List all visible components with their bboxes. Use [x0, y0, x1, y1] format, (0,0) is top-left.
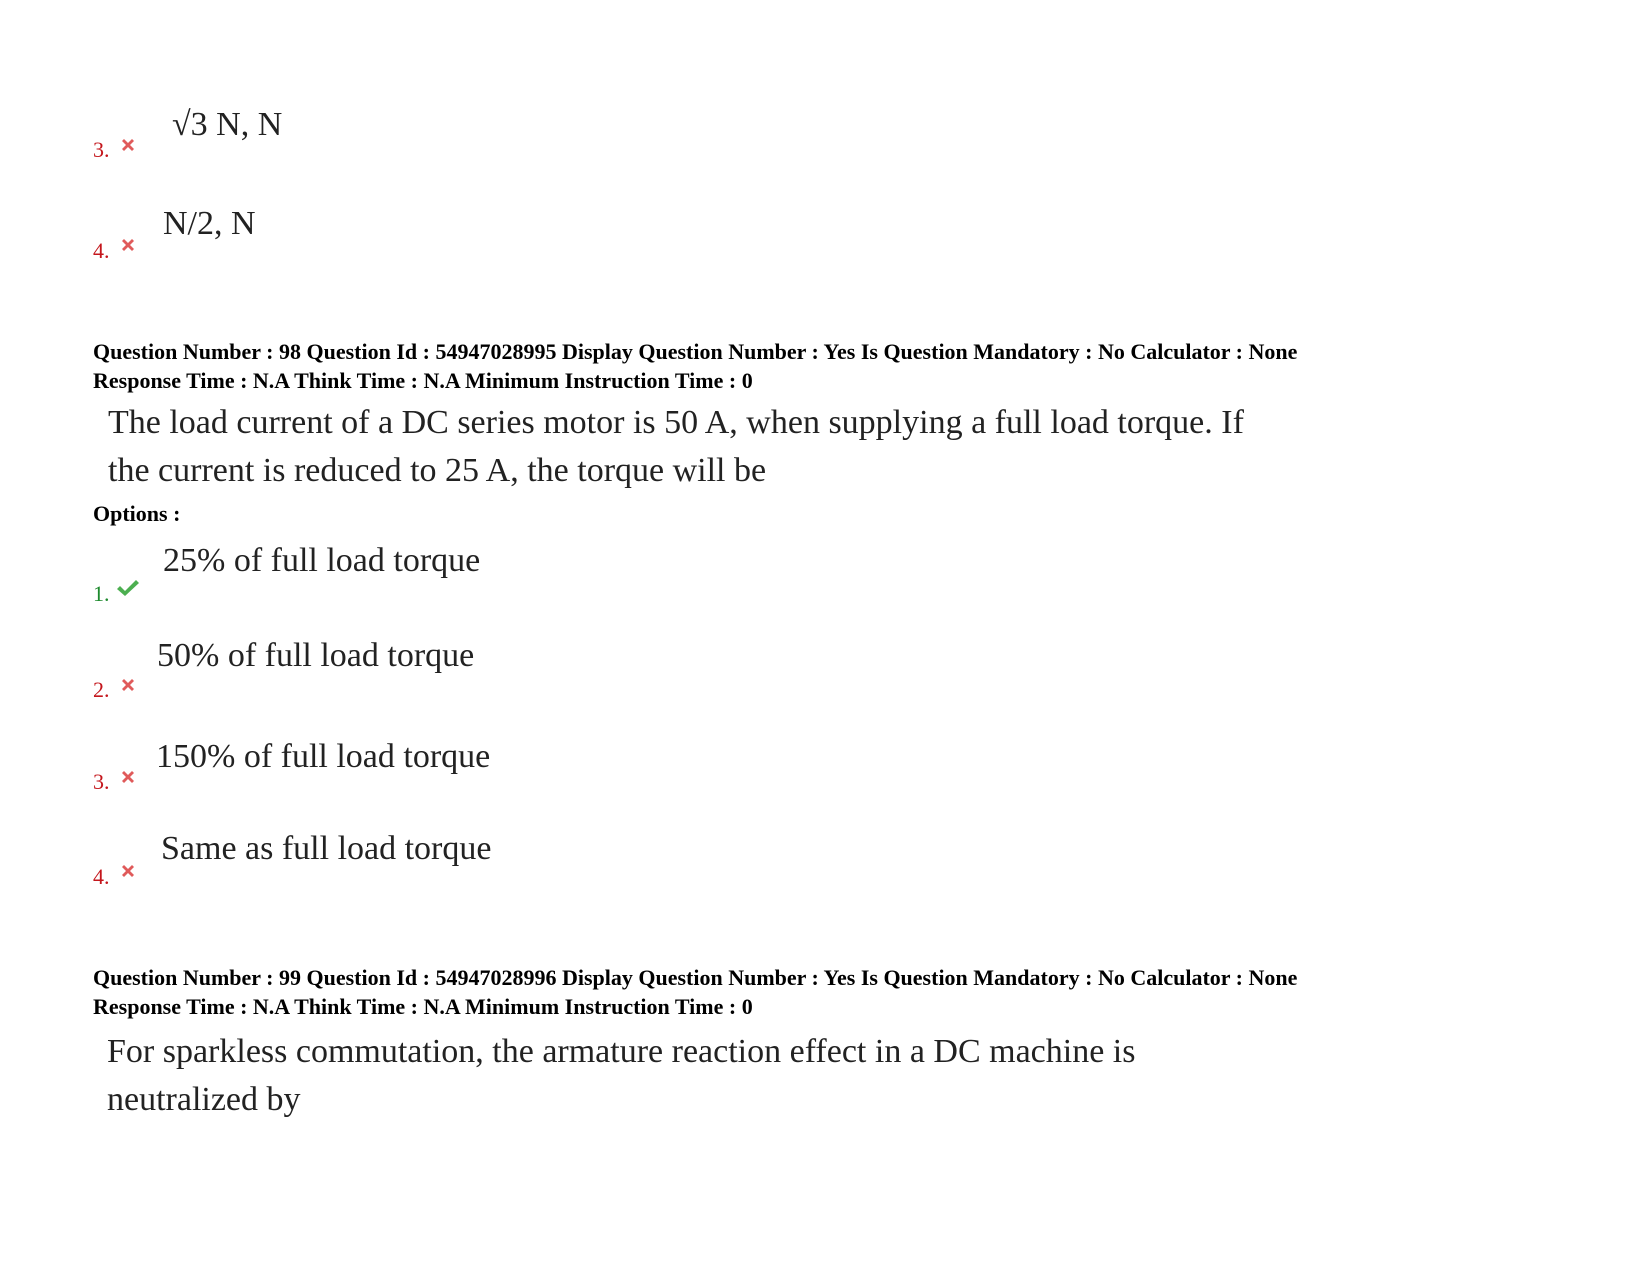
cross-icon — [119, 236, 137, 259]
option-number: 3. — [93, 769, 110, 794]
question-meta-line: Question Number : 99 Question Id : 54947028996 Display Question Number : Yes Is Question Mandatory : No Calculator : None — [93, 965, 1298, 990]
cross-icon — [119, 676, 137, 699]
question-meta — [93, 337, 1297, 395]
cross-icon — [119, 768, 137, 791]
option-text: Same as full load torque — [161, 830, 492, 867]
option-number: 4. — [93, 864, 110, 889]
question-text-line: the current is reduced to 25 A, the torque will be — [108, 452, 767, 489]
question-meta-line: Response Time : N.A Think Time : N.A Minimum Instruction Time : 0 — [93, 368, 753, 393]
option-number: 3. — [93, 137, 110, 162]
option-number: 4. — [93, 238, 110, 263]
question-meta-line: Response Time : N.A Think Time : N.A Minimum Instruction Time : 0 — [93, 994, 753, 1019]
question-meta-line: Question Number : 98 Question Id : 54947028995 Display Question Number : Yes Is Question Mandatory : No Calculator : None — [93, 339, 1298, 364]
option-number: 2. — [93, 677, 110, 702]
cross-icon — [119, 862, 137, 885]
option-number: 1. — [93, 581, 110, 606]
question-text-line: neutralized by — [107, 1081, 301, 1118]
option-text: N/2, N — [163, 205, 256, 242]
question-text — [108, 399, 1244, 495]
option-text: 50% of full load torque — [157, 637, 475, 674]
question-text — [107, 1028, 1255, 1124]
question-text-line: The load current of a DC series motor is 50 A, when supplying a full load torque. If — [108, 404, 1244, 441]
question-text-line: For sparkless commutation, the armature reaction effect in a DC machine is — [107, 1033, 1136, 1070]
cross-icon — [119, 136, 137, 159]
option-text: √3 N, N — [172, 106, 283, 143]
check-icon — [116, 578, 140, 603]
option-text: 150% of full load torque — [156, 738, 491, 775]
options-label: Options : — [93, 501, 181, 526]
question-meta — [93, 963, 1297, 1021]
option-text: 25% of full load torque — [163, 542, 481, 579]
